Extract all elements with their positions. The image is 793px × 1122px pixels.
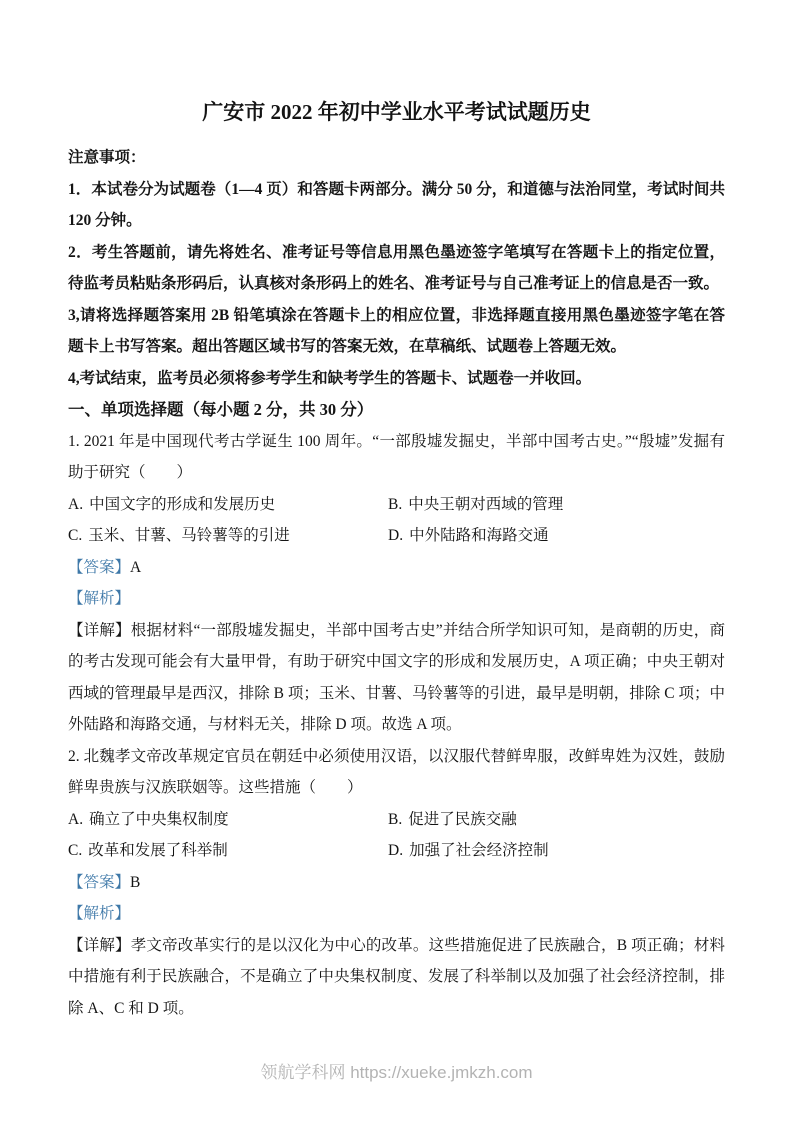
notice-item-3: 3,请将选择题答案用 2B 铅笔填涂在答题卡上的相应位置，非选择题直接用黑色墨迹签字笔在答题卡上书写答案。超出答题区域书写的答案无效，在草稿纸、试题卷上答题无效。 [68, 306, 725, 355]
question-1-answer-line [68, 552, 725, 584]
question-2-stem: 2. 北魏孝文帝改革规定官员在朝廷中必须使用汉语，以汉服代替鲜卑服，改鲜卑姓为汉姓，鼓励鲜卑贵族与汉族联姻等。这些措施（ ） [68, 747, 725, 796]
detail-label: 【详解】 [68, 936, 131, 954]
option-text: 促进了民族交融 [408, 810, 517, 828]
section-heading: 一、单项选择题（每小题 2 分，共 30 分） [68, 400, 374, 419]
option-text: 玉米、甘薯、马铃薯等的引进 [88, 527, 290, 544]
question-2-analysis-line [68, 898, 725, 930]
question-1-option-b [388, 489, 725, 521]
question-1-stem: 1. 2021 年是中国现代考古学诞生 100 周年。“一部殷墟发掘史，半部中国考古史。”“殷墟”发掘有助于研究（ ） [68, 432, 725, 481]
question-2-option-d [388, 835, 725, 867]
question-1-option-d [388, 520, 725, 552]
analysis-label: 【解析】 [68, 590, 131, 607]
option-label: B. [388, 495, 403, 513]
option-label: B. [388, 810, 403, 828]
option-label: A. [68, 495, 84, 513]
question-1-options [68, 489, 725, 552]
option-text: 加强了社会经济控制 [409, 842, 549, 859]
page-title: 广安市 2022 年初中学业水平考试试题历史 [202, 100, 591, 124]
notice-heading: 注意事项： [68, 149, 146, 166]
analysis-label: 【解析】 [68, 905, 131, 922]
option-label: C. [68, 527, 83, 544]
detail-text: 孝文帝改革实行的是以汉化为中心的改革。这些措施促进了民族融合，B 项正确；材料中措施有利于民族融合，不是确立了中央集权制度、发展了科举制以及加强了社会经济控制，排除 A、C 和 D 项。 [68, 936, 725, 1017]
option-text: 中央王朝对西域的管理 [408, 495, 564, 513]
answer-value: B [130, 873, 141, 891]
option-text: 中外陆路和海路交通 [409, 527, 549, 544]
notice-item-2: 2．考生答题前，请先将姓名、准考证号等信息用黑色墨迹签字笔填写在答题卡上的指定位置，待监考员粘贴条形码后，认真核对条形码上的姓名、准考证号与自己准考证上的信息是否一致。 [68, 243, 725, 292]
question-2-option-c [68, 835, 388, 867]
question-2-option-a [68, 804, 388, 836]
option-label: D. [388, 842, 404, 859]
question-2-detail [68, 930, 725, 1025]
notice-item-1: 1．本试卷分为试题卷（1—4 页）和答题卡两部分。满分 50 分，和道德与法治同堂，考试时间共 120 分钟。 [68, 180, 725, 229]
option-label: D. [388, 527, 404, 544]
option-text: 确立了中央集权制度 [89, 810, 229, 828]
answer-label: 【答案】 [68, 873, 131, 891]
option-text: 改革和发展了科举制 [88, 842, 228, 859]
question-1-analysis-line [68, 583, 725, 615]
question-2 [68, 741, 725, 1025]
answer-label: 【答案】 [68, 558, 131, 576]
question-2-options [68, 804, 725, 867]
footer-url-link[interactable]: https://xueke.jmkzh.com [350, 1063, 533, 1082]
option-label: C. [68, 842, 83, 859]
question-1-detail [68, 615, 725, 741]
question-1 [68, 426, 725, 741]
option-label: A. [68, 810, 84, 828]
question-2-option-b [388, 804, 725, 836]
question-2-answer-line [68, 867, 725, 899]
question-1-option-c [68, 520, 388, 552]
watermark-footer [0, 1060, 793, 1086]
detail-label: 【详解】 [68, 621, 131, 639]
notice-item-4: 4,考试结束，监考员必须将参考学生和缺考学生的答题卡、试题卷一并收回。 [68, 369, 592, 387]
footer-site-name: 领航学科网 [260, 1063, 346, 1082]
detail-text: 根据材料“一部殷墟发掘史，半部中国考古史”并结合所学知识可知，是商朝的历史，商的考古发现可能会有大量甲骨，有助于研究中国文字的形成和发展历史，A 项正确；中央王朝对西域的管理最早是西汉，排除 B 项；玉米、甘薯、马铃薯等的引进，最早是明朝，排除 C 项；中外陆路和海路交通，与材料无关，排除 D 项。故选 A 项。 [68, 621, 725, 733]
question-1-option-a [68, 489, 388, 521]
option-text: 中国文字的形成和发展历史 [89, 495, 276, 513]
answer-value: A [130, 558, 142, 576]
